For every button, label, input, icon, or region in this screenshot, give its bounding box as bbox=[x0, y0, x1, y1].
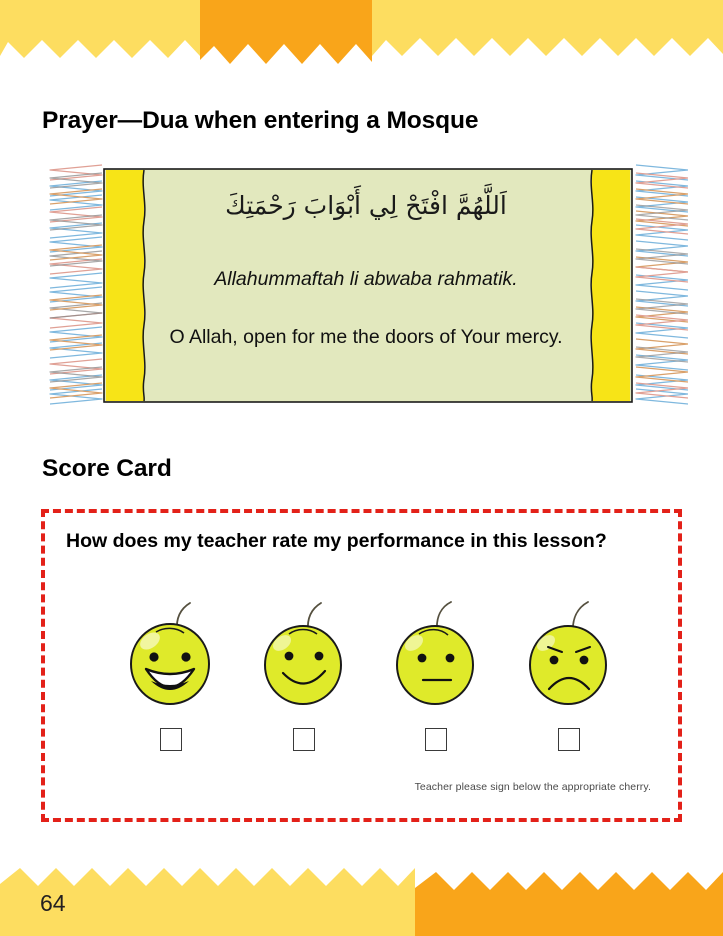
cherry-eye-right bbox=[181, 652, 190, 661]
rating-checkbox-happy[interactable] bbox=[293, 728, 315, 751]
mat-fringe-left bbox=[50, 165, 102, 404]
cherry-very-happy bbox=[120, 601, 222, 709]
cherry-body bbox=[131, 624, 209, 704]
bottom-band-orange-right bbox=[415, 872, 723, 936]
checkbox-cell bbox=[385, 728, 487, 751]
cherry-eye-left bbox=[284, 652, 293, 661]
checkbox-cell bbox=[253, 728, 355, 751]
top-band-orange-center bbox=[200, 0, 372, 64]
cherry-eye-left bbox=[418, 654, 427, 663]
cherry-eye-right bbox=[446, 654, 455, 663]
cherry-body bbox=[265, 626, 341, 704]
cherry-eye-right bbox=[314, 652, 323, 661]
mat-translation-text: O Allah, open for me the doors of Your mercy. bbox=[169, 326, 563, 348]
cherry-rating-row bbox=[120, 601, 620, 709]
checkbox-cell bbox=[518, 728, 620, 751]
rating-checkbox-row bbox=[120, 726, 620, 752]
mat-stripe-left bbox=[106, 170, 144, 401]
top-decorative-band bbox=[0, 0, 723, 68]
cherry-neutral bbox=[385, 601, 487, 709]
score-card-box bbox=[41, 509, 682, 822]
cherry-happy bbox=[253, 601, 355, 709]
rating-checkbox-sad[interactable] bbox=[558, 728, 580, 751]
score-card-question: How does my teacher rate my performance in this lesson? bbox=[66, 530, 607, 552]
bottom-decorative-band bbox=[0, 856, 723, 936]
mat-text-block bbox=[152, 163, 580, 408]
cherry-body bbox=[530, 626, 606, 704]
cherry-eye-left bbox=[550, 656, 559, 665]
cherry-sad bbox=[518, 601, 620, 709]
mat-stripe-right bbox=[592, 170, 630, 401]
mat-fringe-right bbox=[636, 165, 688, 404]
top-band-yellow-left bbox=[0, 0, 200, 58]
checkbox-cell bbox=[120, 728, 222, 751]
cherry-eye-right bbox=[580, 656, 589, 665]
cherry-body bbox=[397, 626, 473, 704]
prayer-mat-illustration bbox=[44, 163, 688, 408]
rating-checkbox-neutral[interactable] bbox=[425, 728, 447, 751]
page-number: 64 bbox=[40, 890, 66, 916]
mat-transliteration-text: Allahummaftah li abwaba rahmatik. bbox=[214, 268, 518, 290]
top-band-yellow-right bbox=[372, 0, 723, 56]
page-title: Prayer—Dua when entering a Mosque bbox=[42, 107, 479, 134]
mat-arabic-text: اَللَّهُمَّ افْتَحْ لِي أَبْوَابَ رَحْمَتِكَ bbox=[225, 191, 507, 220]
teacher-signature-note: Teacher please sign below the appropriate cherry. bbox=[414, 781, 651, 793]
scorecard-heading: Score Card bbox=[42, 455, 172, 482]
cherry-eye-left bbox=[149, 652, 158, 661]
rating-checkbox-very-happy[interactable] bbox=[160, 728, 182, 751]
